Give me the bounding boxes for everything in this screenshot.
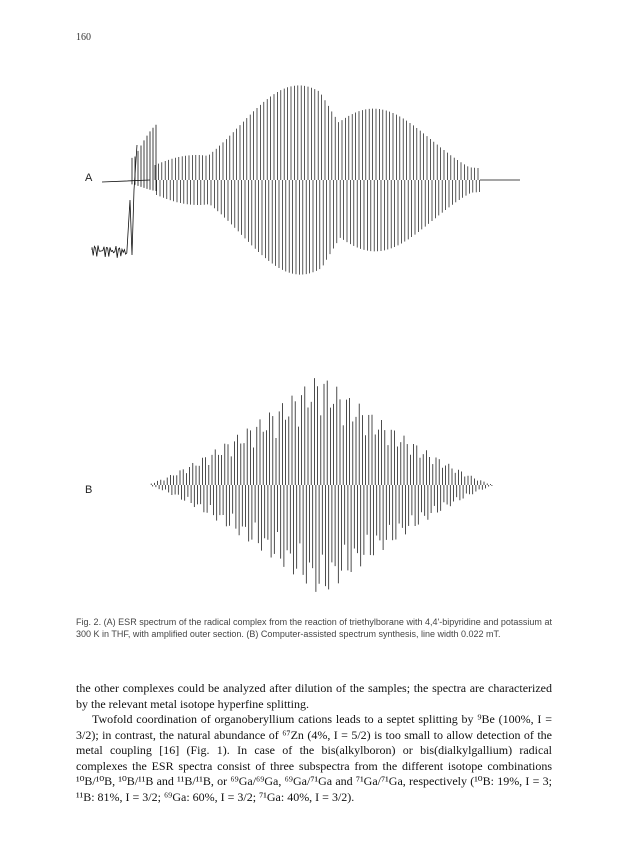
paragraph-2: Twofold coordination of organoberyllium cations leads to a septet splitting by ⁹Be (100%, I = 3/2); in contrast, the natural abundance of ⁶⁷Zn (4%, I = 5/2) is too small to allow detection of the metal coupling [16] (Fig. 1). In case of the bis(alkylboron) or bis(dialkylgallium) radical complexes the ESR spectra consist of three subspectra from the different isotope combinations ¹⁰B/¹⁰B, ¹⁰B/¹¹B and ¹¹B/¹¹B, or ⁶⁹Ga/⁶⁹Ga, ⁶⁹Ga/⁷¹Ga and ⁷¹Ga/⁷¹Ga, respectively (¹⁰B: 19%, I = 3; ¹¹B: 81%, I = 3/2; ⁶⁹Ga: 60%, I = 3/2; ⁷¹Ga: 40%, I = 3/2). xyxy=(76,712,552,804)
amplified-outer-section xyxy=(92,145,137,258)
spectrum-b-label: B xyxy=(85,484,93,496)
baseline-segment xyxy=(102,180,520,182)
figure-caption: Fig. 2. (A) ESR spectrum of the radical complex from the reaction of triethylborane with 4,4'-bipyridine and potassium at 300 K in THF, with amplified outer section. (B) Computer-assisted spectrum synthesis, line width 0.022 mT. xyxy=(76,617,552,639)
esr-spectrum-a xyxy=(0,50,623,310)
simulated-spectrum-b xyxy=(0,360,623,610)
spectrum-a-label: A xyxy=(85,172,93,184)
paragraph-1: the other complexes could be analyzed after dilution of the samples; the spectra are characterized by the relevant metal isotope hyperfine splitting. xyxy=(76,681,552,711)
body-text xyxy=(76,681,552,805)
page-number: 160 xyxy=(76,32,91,43)
